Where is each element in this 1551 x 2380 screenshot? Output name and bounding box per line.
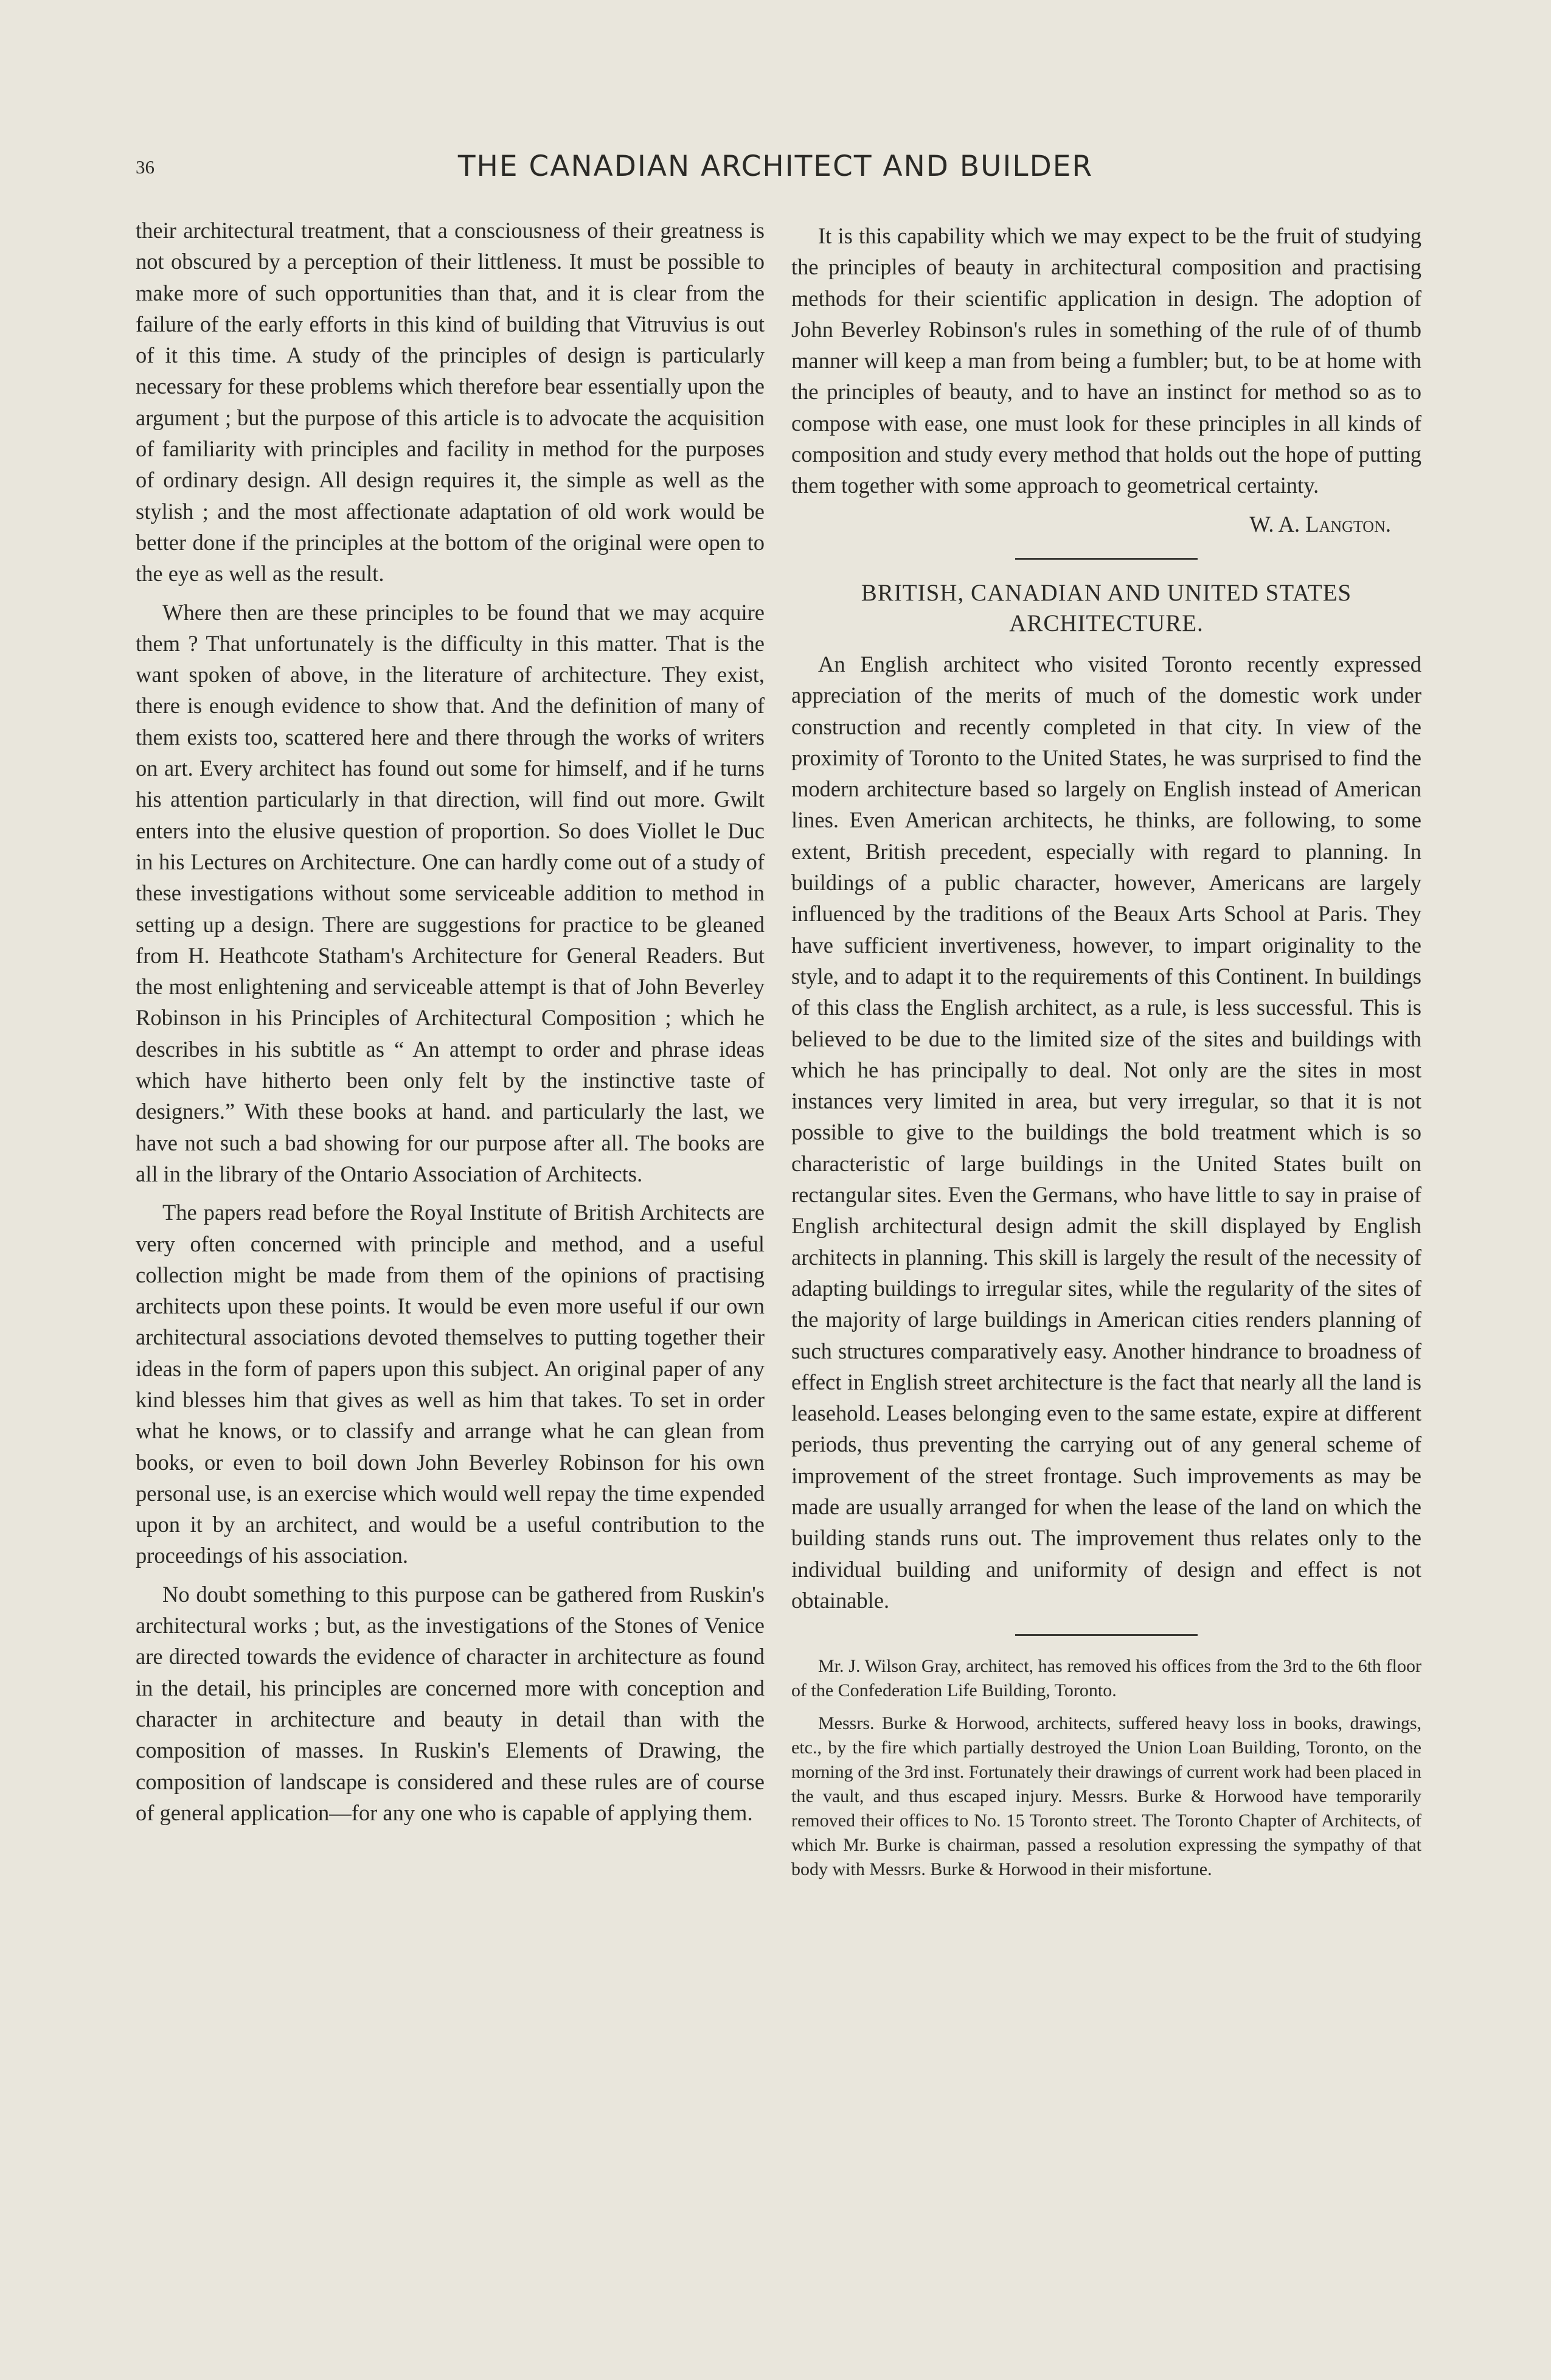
section-divider <box>1015 558 1198 560</box>
article-paragraph: their architectural treatment, that a consciousness of their greatness is not obscured by a perception of their littleness. It must be possible to make more of such opportunities than that, and it is clear from the failure of the early efforts in this kind of building that Vitruvius is out of it this time. A study of the principles of design is particularly necessary for these problems which therefore bear essentially upon the argument ; but the purpose of this article is to advocate the acquisition of familiarity with principles and facility in method for the purposes of ordinary design. All design requires it, the simple as well as the stylish ; and the most affectionate adaptation of old work would be better done if the principles at the bottom of the original were open to the eye as well as the result. <box>136 218 765 586</box>
publication-title: THE CANADIAN ARCHITECT AND BUILDER <box>457 150 1094 183</box>
news-note: Mr. J. Wilson Gray, architect, has removed his offices from the 3rd to the 6th floor of the Confederation Life Building, Toronto. <box>791 1656 1421 1701</box>
news-note: Messrs. Burke & Horwood, architects, suffered heavy loss in books, drawings, etc., by the fire which partially destroyed the Union Loan Building, Toronto, on the morning of the 3rd inst. Fortunately their drawings of current work had been placed in the vault, and thus escaped injury. Messrs. Burke & Horwood have temporarily removed their offices to No. 15 Toronto street. The Toronto Chapter of Architects, of which Mr. Burke is chairman, passed a resolution expressing the sympathy of that body with Messrs. Burke & Horwood in their misfortune. <box>791 1713 1421 1880</box>
section-paragraph: An English architect who visited Toronto recently expressed appreciation of the merits of much of the domestic work under construction and recently completed in that city. In view of the proximity of Toronto to the United States, he was surprised to find the modern architecture based so largely on English instead of American lines. Even American architects, he thinks, are following, to some extent, British precedent, especially with regard to planning. In buildings of a public character, however, Americans are largely influenced by the traditions of the Beaux Arts School at Paris. They have sufficient invertiveness, however, to impart originality to the style, and to adapt it to the requirements of this Continent. In buildings of this class the English architect, as a rule, is less successful. This is believed to be due to the limited size of the sites and buildings with which he has principally to deal. Not only are the sites in most instances very limited in area, but very irregular, so that it is not possible to give to the buildings the bold treatment which is so characteristic of large buildings in the United States built on rectangular sites. Even the Germans, who have little to say in praise of English architectural design admit the skill displayed by English architects in planning. This skill is largely the result of the necessity of adapting buildings to irregular sites, while the regularity of the sites of the majority of large buildings in American cities renders planning of such structures comparatively easy. Another hindrance to broadness of effect in English street architecture is the fact that nearly all the land is leasehold. Leases belonging even to the same estate, expire at different periods, thus preventing the carrying out of any general scheme of improvement of the street frontage. Such improvements as may be made are usually arranged for when the lease of the land on which the building stands runs out. The improvement thus relates only to the individual building and uniformity of design and effect is not obtainable. <box>791 651 1421 1613</box>
article-paragraph: It is this capability which we may expect to be the fruit of studying the principles of beauty in architectural composition and practising methods for their scientific application in design. The adoption of John Beverley Robinson's rules in something of the rule of of thumb manner will keep a man from being a fumbler; but, to be at home with the principles of beauty, and to have an instinct for method so as to compose with ease, one must look for these principles in all kinds of composition and study every method that holds out the hope of putting them together with some approach to geometrical certainty. <box>791 223 1421 498</box>
notes-divider <box>1015 1634 1198 1636</box>
page-number: 36 <box>136 156 154 178</box>
news-notes <box>791 1654 1421 1882</box>
author-signature: W. A. Langton. <box>1249 511 1391 537</box>
section-heading: BRITISH, CANADIAN AND UNITED STATES ARCHITECTURE. <box>861 579 1352 636</box>
article-paragraph: No doubt something to this purpose can be gathered from Ruskin's architectural works ; but, as the investigations of the Stones of Venice are directed towards the evidence of character in architecture as found in the detail, his principles are concerned more with conception and character in architecture and beauty in detail than with the composition of masses. In Ruskin's Elements of Drawing, the composition of landscape is considered and these rules are of course of general application—for any one who is capable of applying them. <box>136 1581 765 1825</box>
article-paragraph: The papers read before the Royal Institute of British Architects are very often concerned with principle and method, and a useful collection might be made from them of the opinions of practising architects upon these points. It would be even more useful if our own architectural associations devoted themselves to putting together their ideas in the form of papers upon this subject. An original paper of any kind blesses him that gives as well as him that takes. To set in order what he knows, or to classify and arrange what he can glean from books, or even to boil down John Beverley Robinson for his own personal use, is an exercise which would well repay the time expended upon it by an architect, and would be a useful contribution to the proceedings of his association. <box>136 1200 765 1568</box>
article-paragraph: Where then are these principles to be found that we may acquire them ? That unfortunately is the difficulty in this matter. That is the want spoken of above, in the literature of architecture. They exist, there is enough evidence to show that. And the definition of many of them exists too, scattered here and there through the works of writers on art. Every architect has found out some for himself, and if he turns his attention particularly in that direction, will find out more. Gwilt enters into the elusive question of proportion. So does Viollet le Duc in his Lectures on Architecture. One can hardly come out of a study of these investigations without some serviceable addition to method in setting up a design. There are suggestions for practice to be gleaned from H. Heathcote Statham's Architecture for General Readers. But the most enlightening and serviceable attempt is that of John Beverley Robinson in his Principles of Architectural Composition ; which he describes in his subtitle as “ An attempt to order and phrase ideas which have hitherto been only felt by the instinctive taste of designers.” With these books at hand. and particularly the last, we have not such a bad showing for our purpose after all. The books are all in the library of the Ontario Association of Architects. <box>136 599 765 1186</box>
left-column <box>136 215 765 1828</box>
right-column <box>791 220 1421 1882</box>
